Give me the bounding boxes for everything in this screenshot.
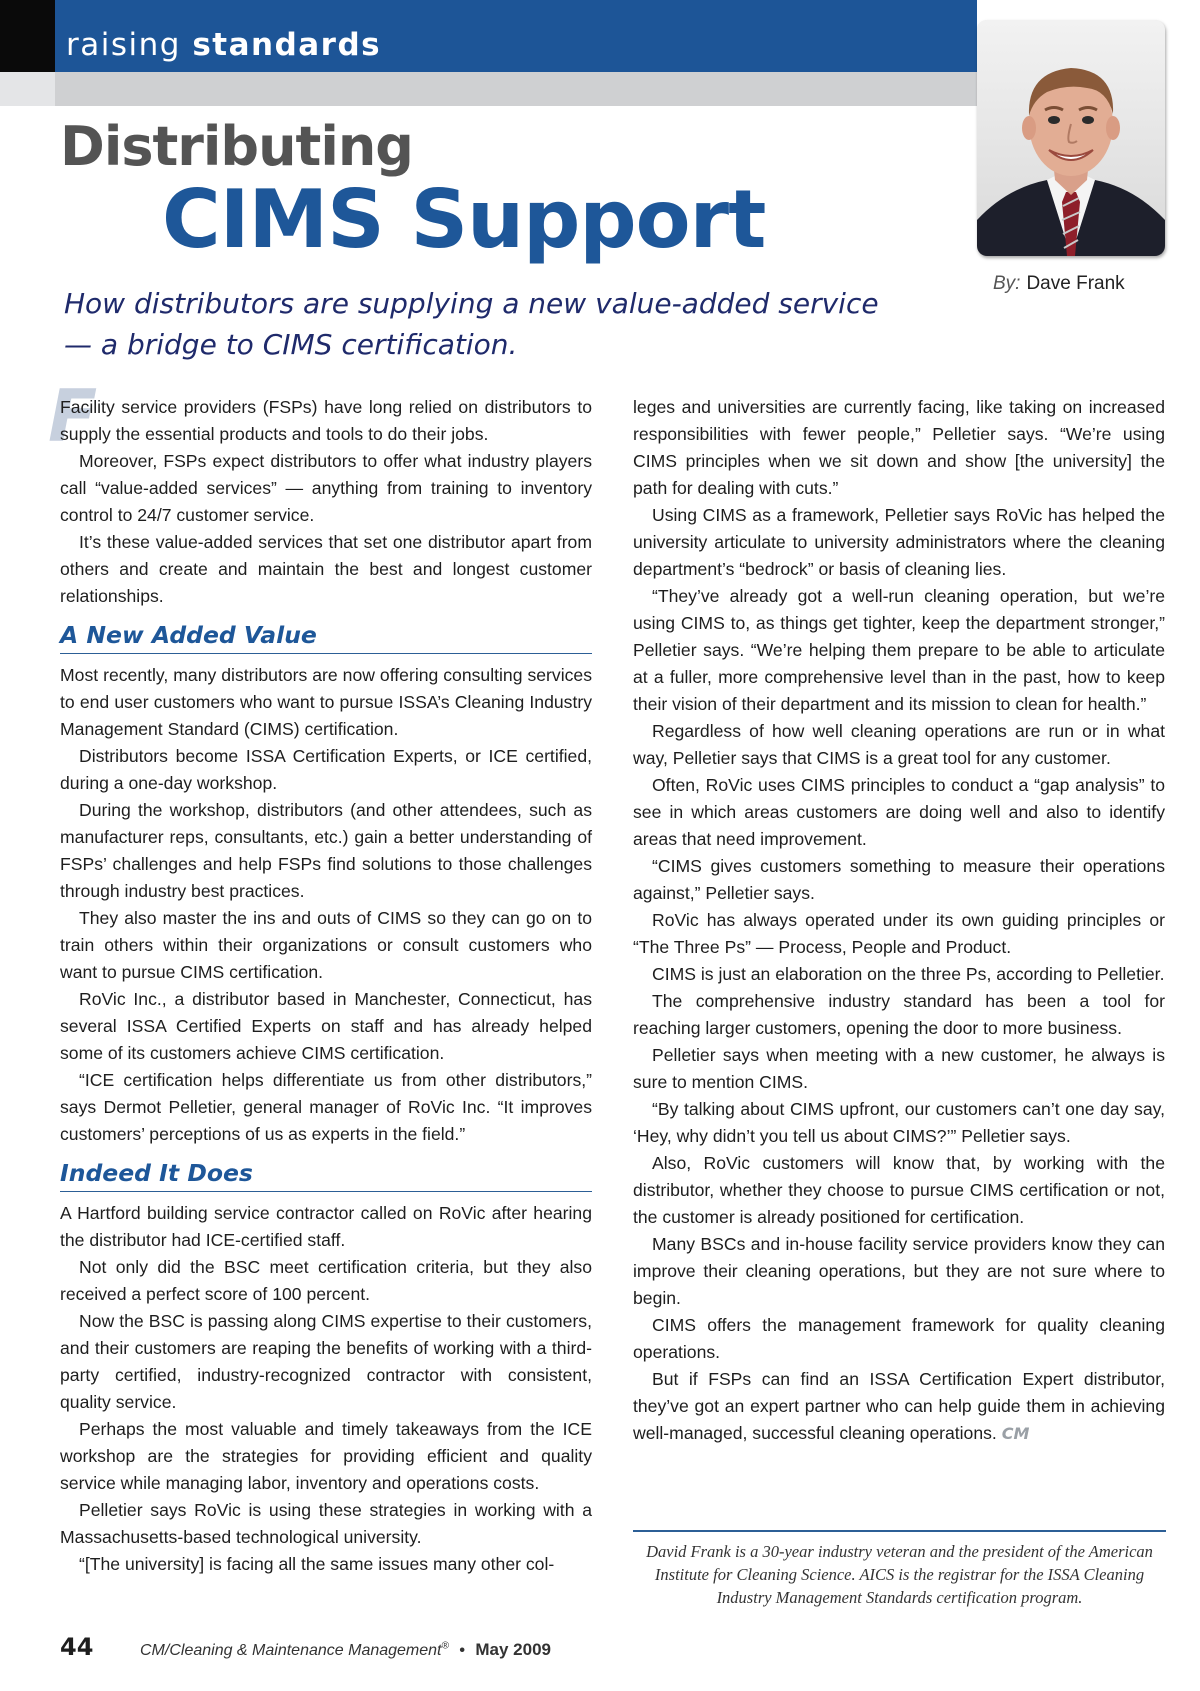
body-paragraph <box>633 1231 1165 1312</box>
body-paragraph <box>60 1497 592 1551</box>
body-paragraph <box>60 1200 592 1254</box>
issue-date: May 2009 <box>475 1640 552 1659</box>
paragraph-text: The comprehensive industry standard has been a tool for reaching larger customers, opening the door to more business. <box>633 991 1165 1038</box>
body-paragraph <box>60 1308 592 1416</box>
byline-author: Dave Frank <box>1026 273 1125 294</box>
section-heading <box>60 618 592 654</box>
paragraph-text: A Hartford building service contractor called on RoVic after hearing the distributor had ICE-certified staff. <box>60 1203 592 1250</box>
paragraph-text: But if FSPs can find an ISSA Certification Expert distributor, they’ve got an expert partner who can help guide them in achieving well-managed, successful cleaning operations. <box>633 1369 1165 1443</box>
paragraph-text: Facility service providers (FSPs) have long relied on distributors to supply the essential products and tools to do their jobs. <box>60 397 592 444</box>
header-gray-band <box>0 72 977 106</box>
body-paragraph <box>60 1551 592 1578</box>
body-paragraph <box>60 1067 592 1148</box>
author-photo <box>977 20 1165 256</box>
article-subtitle: How distributors are supplying a new value-added service — a bridge to CIMS certification. <box>64 287 879 361</box>
header-light-band <box>0 72 55 106</box>
paragraph-text: “By talking about CIMS upfront, our customers can’t one day say, ‘Hey, why didn’t you tell us about CIMS?’” Pelletier says. <box>633 1099 1165 1146</box>
registered-mark: ® <box>441 1640 449 1652</box>
body-paragraph <box>633 502 1165 583</box>
end-of-article-mark: CM <box>1001 1424 1030 1443</box>
body-paragraph <box>633 907 1165 961</box>
paragraph-text: “[The university] is facing all the same issues many other col- <box>79 1554 555 1574</box>
paragraph-text: Moreover, FSPs expect distributors to offer what industry players call “value-added services” — anything from training to inventory control to 24/7 customer service. <box>60 451 592 525</box>
paragraph-text: Using CIMS as a framework, Pelletier says RoVic has helped the university articulate to university administrators where the cleaning department’s “bedrock” or basis of cleaning lies. <box>633 505 1165 579</box>
body-paragraph <box>633 1042 1165 1096</box>
section-label-bold: standards <box>192 27 382 63</box>
body-paragraph <box>633 961 1165 988</box>
body-paragraph <box>633 772 1165 853</box>
paragraph-text: Distributors become ISSA Certification Experts, or ICE certified, during a one-day workshop. <box>60 746 592 793</box>
article-left-column <box>60 394 592 1578</box>
paragraph-text: Pelletier says when meeting with a new customer, he always is sure to mention CIMS. <box>633 1045 1165 1092</box>
title-line-2: CIMS Support <box>162 173 766 266</box>
article-right-column <box>633 394 1165 1447</box>
byline-prefix: By: <box>993 273 1021 294</box>
paragraph-text: RoVic has always operated under its own guiding principles or “The Three Ps” — Process, People and Product. <box>633 910 1165 957</box>
publication-line <box>140 1641 551 1659</box>
body-paragraph <box>633 1150 1165 1231</box>
author-portrait-illustration <box>977 20 1165 256</box>
byline <box>993 273 1125 295</box>
paragraph-text: leges and universities are currently facing, like taking on increased responsibilities with fewer people,” Pelletier says. “We’re using CIMS principles when we sit down and show [the university] the path for dealing with cuts.” <box>633 397 1165 498</box>
paragraph-text: Regardless of how well cleaning operations are run or in what way, Pelletier says that CIMS is a great tool for any customer. <box>633 721 1165 768</box>
paragraph-text: Not only did the BSC meet certification criteria, but they also received a perfect score of 100 percent. <box>60 1257 592 1304</box>
body-paragraph <box>60 1254 592 1308</box>
paragraph-text: During the workshop, distributors (and other attendees, such as manufacturer reps, consultants, etc.) gain a better understanding of FSPs’ challenges and help FSPs find solutions to those challenges through industry best practices. <box>60 800 592 901</box>
paragraph-text: Now the BSC is passing along CIMS expertise to their customers, and their customers are reaping the benefits of working with a third-party certified, industry-recognized contractor with consistent, quality service. <box>60 1311 592 1412</box>
body-paragraph <box>60 394 592 448</box>
body-paragraph <box>633 1312 1165 1366</box>
paragraph-text: Perhaps the most valuable and timely takeaways from the ICE workshop are the strategies for providing efficient and quality service while managing labor, inventory and operations costs. <box>60 1419 592 1493</box>
paragraph-text: Pelletier says RoVic is using these strategies in working with a Massachusetts-based technological university. <box>60 1500 592 1547</box>
body-paragraph <box>60 448 592 529</box>
body-paragraph <box>633 988 1165 1042</box>
paragraph-text: “CIMS gives customers something to measure their operations against,” Pelletier says. <box>633 856 1165 903</box>
body-paragraph <box>633 1366 1165 1447</box>
body-paragraph <box>633 583 1165 718</box>
author-bio: David Frank is a 30-year industry veteran and the president of the American Institute for Cleaning Science. AICS is the registrar for the ISSA Cleaning Industry Management Standards certification program. <box>646 1542 1153 1607</box>
paragraph-text: CIMS is just an elaboration on the three Ps, according to Pelletier. <box>652 964 1165 984</box>
paragraph-text: Many BSCs and in-house facility service providers know they can improve their cleaning operations, but they are not sure where to begin. <box>633 1234 1165 1308</box>
section-label-light: raising <box>66 27 181 63</box>
paragraph-text: Often, RoVic uses CIMS principles to conduct a “gap analysis” to see in which areas customers are doing well and also to identify areas that need improvement. <box>633 775 1165 849</box>
title-line-1: Distributing <box>60 115 413 178</box>
body-paragraph <box>60 797 592 905</box>
bio-divider <box>633 1530 1166 1532</box>
paragraph-text: RoVic Inc., a distributor based in Manchester, Connecticut, has several ISSA Certified Experts on staff and has already helped some of its customers achieve CIMS certification. <box>60 989 592 1063</box>
section-heading-text: Indeed It Does <box>60 1159 253 1187</box>
body-paragraph <box>60 986 592 1067</box>
paragraph-text: “ICE certification helps differentiate us from other distributors,” says Dermot Pelletier, general manager of RoVic Inc. “It improves customers’ perceptions of us as experts in the field.” <box>60 1070 592 1144</box>
footer-separator: • <box>459 1642 465 1659</box>
paragraph-text: They also master the ins and outs of CIMS so they can go on to train others within their organizations or consult customers who want to pursue CIMS certification. <box>60 908 592 982</box>
page-number: 44 <box>60 1633 94 1661</box>
body-paragraph <box>633 394 1165 502</box>
body-paragraph <box>60 743 592 797</box>
body-paragraph <box>60 662 592 743</box>
section-heading-text: A New Added Value <box>60 621 317 649</box>
header-black-tab <box>0 0 55 72</box>
body-paragraph <box>60 529 592 610</box>
drop-cap-letter: F <box>48 374 98 458</box>
body-paragraph <box>60 1416 592 1497</box>
body-paragraph <box>633 853 1165 907</box>
body-paragraph <box>633 718 1165 772</box>
publication-name: CM/Cleaning & Maintenance Management <box>140 1642 442 1659</box>
section-label <box>66 27 382 63</box>
paragraph-text: Most recently, many distributors are now offering consulting services to end user customers who want to pursue ISSA’s Cleaning Industry Management Standard (CIMS) certification. <box>60 665 592 739</box>
body-paragraph <box>633 1096 1165 1150</box>
paragraph-text: CIMS offers the management framework for quality cleaning operations. <box>633 1315 1165 1362</box>
paragraph-text: It’s these value-added services that set one distributor apart from others and create and maintain the best and longest customer relationships. <box>60 532 592 606</box>
body-paragraph <box>60 905 592 986</box>
section-heading <box>60 1156 592 1192</box>
paragraph-text: Also, RoVic customers will know that, by working with the distributor, whether they choose to pursue CIMS certification or not, the customer is already positioned for certification. <box>633 1153 1165 1227</box>
paragraph-text: “They’ve already got a well-run cleaning operation, but we’re using CIMS to, as things get tighter, keep the department stronger,” Pelletier says. “We’re helping them prepare to be able to articulate at a fuller, more comprehensive level than in the past, how to keep their vision of their department and its mission to clean for health.” <box>633 586 1165 714</box>
